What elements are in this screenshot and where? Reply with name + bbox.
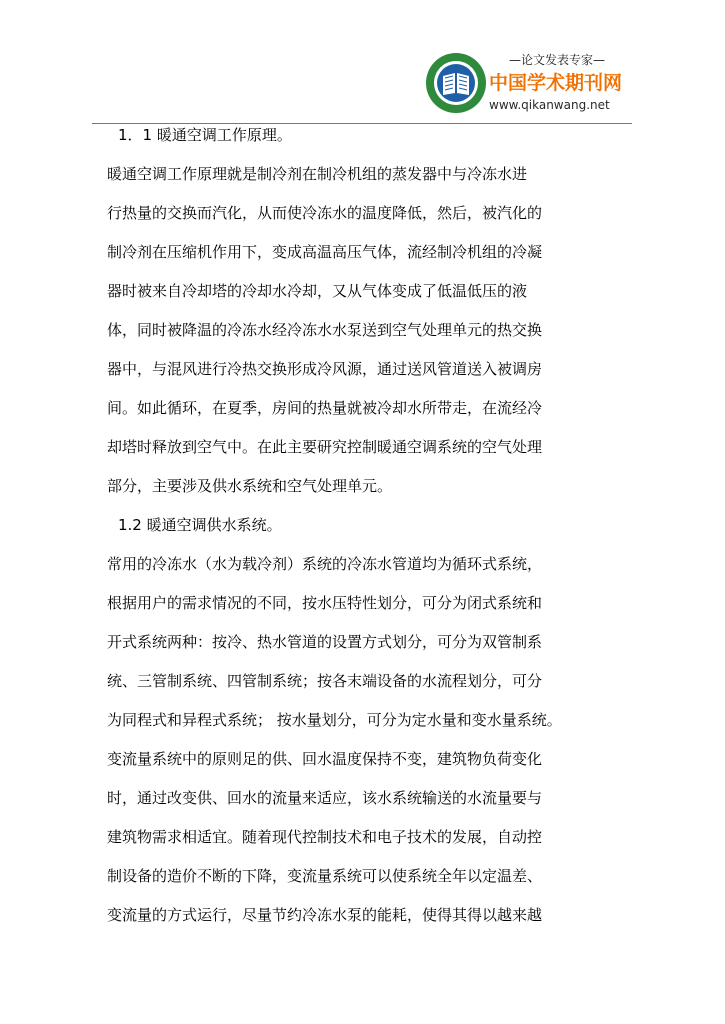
section-heading: 1.2 暖通空调供水系统。 (118, 516, 282, 534)
paragraph-line: 常用的冷冻水（水为载冷剂）系统的冷冻水管道均为循环式系统， (107, 555, 543, 573)
paragraph-line: 体，同时被降温的冷冻水经冷冻水水泵送到空气处理单元的热交换 (107, 321, 543, 339)
publisher-brand-name: 中国学术期刊网 (489, 72, 623, 94)
paragraph-line: 统、三管制系统、四管制系统；按各末端设备的水流程划分，可分 (107, 672, 543, 690)
paragraph-line: 行热量的交换而汽化，从而使冷冻水的温度降低，然后，被汽化的 (107, 204, 543, 222)
paragraph-line: 间。如此循环，在夏季，房间的热量就被冷却水所带走，在流经冷 (107, 399, 543, 417)
paragraph-line: 部分，主要涉及供水系统和空气处理单元。 (107, 477, 393, 495)
publisher-text-block (489, 50, 625, 114)
paragraph-line: 根据用户的需求情况的不同，按水压特性划分，可分为闭式系统和 (107, 594, 543, 612)
paragraph-line: 暖通空调工作原理就是制冷剂在制冷机组的蒸发器中与冷冻水进 (107, 165, 528, 183)
publisher-seal-logo (425, 52, 487, 114)
header-divider (92, 123, 632, 124)
paragraph-line: 器中，与混风进行冷热交换形成冷风源，通过送风管道送入被调房 (107, 360, 543, 378)
paragraph-line: 制设备的造价不断的下降，变流量系统可以使系统全年以定温差、 (107, 867, 543, 885)
paragraph-line: 制冷剂在压缩机作用下，变成高温高压气体，流经制冷机组的冷凝 (107, 243, 543, 261)
paragraph-line: 变流量系统中的原则足的供、回水温度保持不变，建筑物负荷变化 (107, 750, 543, 768)
paragraph-line: 变流量的方式运行，尽量节约冷冻水泵的能耗，使得其得以越来越 (107, 906, 543, 924)
publisher-url: www.qikanwang.net (489, 98, 610, 112)
paragraph-line: 却塔时释放到空气中。在此主要研究控制暖通空调系统的空气处理 (107, 438, 543, 456)
paragraph-line: 开式系统两种：按冷、热水管道的设置方式划分，可分为双管制系 (107, 633, 543, 651)
paragraph-line: 为同程式和异程式系统； 按水量划分，可分为定水量和变水量系统。 (107, 711, 562, 729)
paragraph-line: 器时被来自冷却塔的冷却水冷却，又从气体变成了低温低压的液 (107, 282, 528, 300)
publisher-tagline: —论文发表专家— (508, 53, 605, 67)
paragraph-line: 时，通过改变供、回水的流量来适应，该水系统输送的水流量要与 (107, 789, 543, 807)
publisher-header (425, 50, 625, 122)
section-heading: 1．1 暖通空调工作原理。 (118, 126, 292, 144)
paragraph-line: 建筑物需求相适宜。随着现代控制技术和电子技术的发展，自动控 (107, 828, 543, 846)
